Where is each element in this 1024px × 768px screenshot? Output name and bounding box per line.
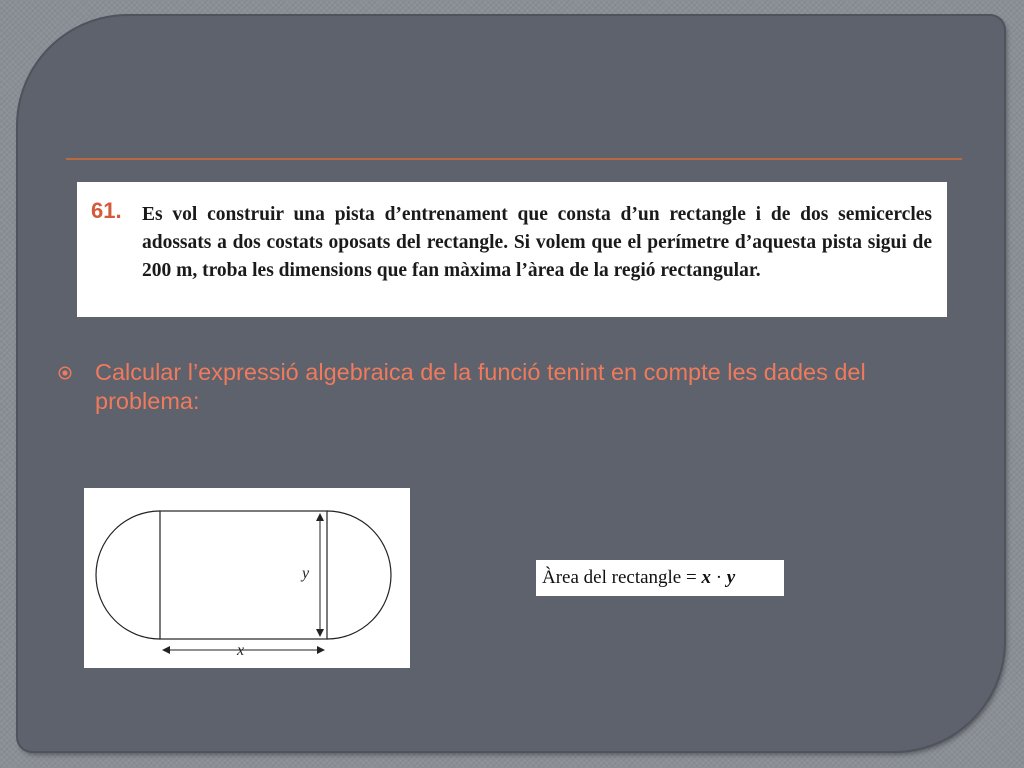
track-diagram-svg [84,488,410,668]
area-formula-y: y [726,567,736,588]
circled-dot-bullet-icon [58,366,72,380]
problem-text: Es vol construir una pista d’entrenament que consta d’un rectangle i de dos semicercles adossats a dos costats oposats del rectangle. Si volem que el perímetre d’aquesta pista sigui de 200 m, troba les dimensions que fan màxima l’àrea de la regió rectangular. [142,204,932,281]
track-diagram [84,488,410,668]
area-formula [542,567,735,589]
area-formula-operator: · [710,567,727,588]
left-semicircle [96,511,160,639]
area-formula-prefix: Àrea del rectangle = [542,567,702,588]
problem-statement-image [77,182,947,317]
problem-number: 61. [91,198,122,223]
area-formula-x: x [701,567,711,588]
x-dimension-label: x [237,642,245,659]
bullet-text: Calcular l’expressió algebraica de la funció tenint en compte les dades del problema: [95,359,866,414]
slide [18,16,1004,751]
title-divider [66,158,962,160]
area-formula-image [536,560,784,596]
y-dimension-label: y [302,565,310,582]
right-semicircle [327,511,391,639]
